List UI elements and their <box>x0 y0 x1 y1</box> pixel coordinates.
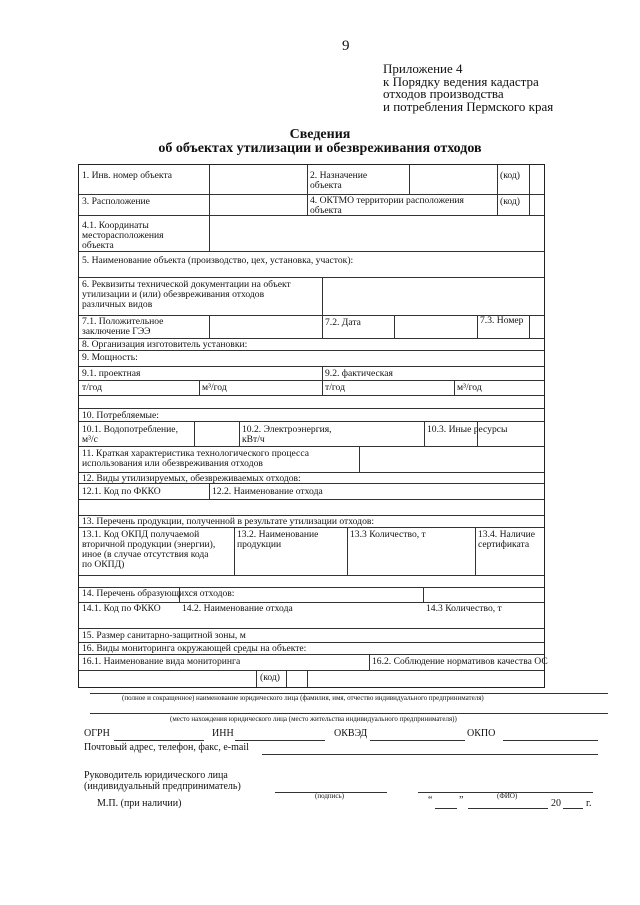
field-water-unit: м³/с <box>82 434 98 445</box>
appendix-line: Приложение 4 <box>383 61 463 76</box>
field-water: 10.1. Водопотребление, <box>82 424 178 435</box>
date-month-line <box>468 808 548 809</box>
field-fkko-code-2: 14.1. Код по ФККО <box>82 603 161 614</box>
field-waste-name-2: 14.2. Наименование отхода <box>182 603 293 614</box>
field-capacity-design: 9.1. проектная <box>82 368 141 379</box>
field-manufacturer: 8. Организация изготовитель установки: <box>82 339 248 350</box>
field-waste-quantity: 14.3 Количество, т <box>426 603 502 614</box>
date-year-suffix: г. <box>586 798 592 809</box>
document-title: Сведения <box>289 127 351 142</box>
okved-line <box>370 740 465 741</box>
head-label: Руководитель юридического лица <box>84 770 228 781</box>
field-other-resources: 10.3. Иные ресурсы <box>427 424 508 435</box>
appendix-line: и потребления Пермского края <box>383 98 554 114</box>
date-quote-open: “ <box>428 795 433 806</box>
unit-label: т/год <box>82 382 102 393</box>
postal-line <box>262 754 598 755</box>
date-year-line <box>563 808 583 809</box>
date-quote-close: ” <box>459 795 464 806</box>
field-coordinates-3: объекта <box>82 240 114 251</box>
ogrn-label: ОГРН <box>84 728 110 739</box>
field-okpd-code-4: по ОКПД) <box>82 559 125 570</box>
field-purpose: 2. Назначение <box>310 170 368 181</box>
field-number: 7.3. Номер <box>480 315 524 326</box>
postal-label: Почтовый адрес, телефон, факс, e-mail <box>84 742 249 753</box>
field-certificate: 13.4. Наличие <box>478 529 535 540</box>
caption-org-address: (место нахождения юридического лица (место жительства индивидуального предпринимателя)) <box>170 715 457 723</box>
stamp-label: М.П. (при наличии) <box>97 798 182 809</box>
okpo-line <box>503 740 598 741</box>
date-year: 20 <box>551 798 561 809</box>
field-coordinates-2: месторасположения <box>82 230 164 241</box>
inn-label: ИНН <box>212 728 234 739</box>
okved-label: ОКВЭД <box>334 728 368 739</box>
field-monitoring: 16. Виды мониторинга окружающей среды на объекте: <box>82 643 307 654</box>
page-number: 9 <box>342 38 350 54</box>
field-okpd-code: 13.1. Код ОКПД получаемой <box>82 529 200 540</box>
field-certificate-2: сертификата <box>478 539 530 550</box>
head-label-2: (индивидуальный предприниматель) <box>84 781 241 792</box>
field-tech-docs: 6. Реквизиты технической документации на объект <box>82 279 291 290</box>
field-product-name: 13.2. Наименование <box>237 529 319 540</box>
appendix-header <box>383 63 593 113</box>
caption-org-name: (полное и сокращенное) наименование юридического лица (фамилия, имя, отчество индивидуального предпринимателя) <box>122 694 484 702</box>
field-okpd-code-3: иное (в случае отсутствия кода <box>82 549 209 560</box>
inn-line <box>235 740 325 741</box>
field-consumed: 10. Потребляемые: <box>82 410 159 421</box>
field-inventory-number: 1. Инв. номер объекта <box>82 170 173 181</box>
field-tech-docs-2: утилизации и (или) обезвреживания отходов <box>82 289 265 300</box>
field-process: 11. Краткая характеристика технологического процесса <box>82 448 309 459</box>
unit-label: т/год <box>325 382 345 393</box>
field-quality-standards: 16.2. Соблюдение нормативов качества ОС <box>372 656 548 667</box>
field-sanitary-zone: 15. Размер санитарно-защитной зоны, м <box>82 630 246 641</box>
okpo-label: ОКПО <box>467 728 496 739</box>
field-capacity: 9. Мощность: <box>82 352 138 363</box>
code-label: (код) <box>500 170 520 181</box>
field-generated-waste: 14. Перечень образующихся отходов: <box>82 588 235 599</box>
caption-signature: (подпись) <box>315 792 345 800</box>
field-gee-conclusion: 7.1. Положительное <box>82 316 164 327</box>
field-quantity: 13.3 Количество, т <box>350 529 426 540</box>
document-subtitle: об объектах утилизации и обезвреживания отходов <box>158 141 482 156</box>
ogrn-line <box>114 740 204 741</box>
underline <box>90 713 608 714</box>
code-label: (код) <box>500 196 520 207</box>
field-object-name: 5. Наименование объекта (производство, цех, установка, участок): <box>82 255 354 266</box>
field-fkko-code: 12.1. Код по ФККО <box>82 486 161 497</box>
field-purpose-2: объекта <box>310 180 342 191</box>
field-tech-docs-3: различных видов <box>82 299 153 310</box>
field-product-name-2: продукции <box>237 539 282 550</box>
unit-label: м³/год <box>202 382 227 393</box>
field-waste-name: 12.2. Наименование отхода <box>212 486 323 497</box>
field-coordinates: 4.1. Координаты <box>82 220 149 231</box>
field-electricity-unit: кВт/ч <box>242 434 265 445</box>
field-waste-types: 12. Виды утилизируемых, обезвреживаемых отходов: <box>82 473 301 484</box>
code-label: (код) <box>260 672 280 683</box>
field-process-2: использования или обезвреживания отходов <box>82 458 263 469</box>
caption-fio: (ФИО) <box>497 792 518 800</box>
form-table <box>78 164 548 688</box>
date-day-line <box>435 808 457 809</box>
field-location: 3. Расположение <box>82 196 150 207</box>
field-oktmo: 4. ОКТМО территории расположения <box>310 195 464 206</box>
field-products: 13. Перечень продукции, полученной в результате утилизации отходов: <box>82 516 375 527</box>
field-oktmo-2: объекта <box>310 205 342 216</box>
field-gee-conclusion-2: заключение ГЭЭ <box>82 326 151 337</box>
field-electricity: 10.2. Электроэнергия, <box>242 424 332 435</box>
field-okpd-code-2: вторичной продукции (энергии), <box>82 539 216 550</box>
field-date: 7.2. Дата <box>325 317 361 328</box>
field-monitoring-type: 16.1. Наименование вида мониторинга <box>82 656 241 667</box>
appendix-line: к Порядку ведения кадастра <box>383 73 539 89</box>
unit-label: м³/год <box>457 382 482 393</box>
appendix-line: отходов производства <box>383 86 504 101</box>
field-capacity-actual: 9.2. фактическая <box>325 368 393 379</box>
